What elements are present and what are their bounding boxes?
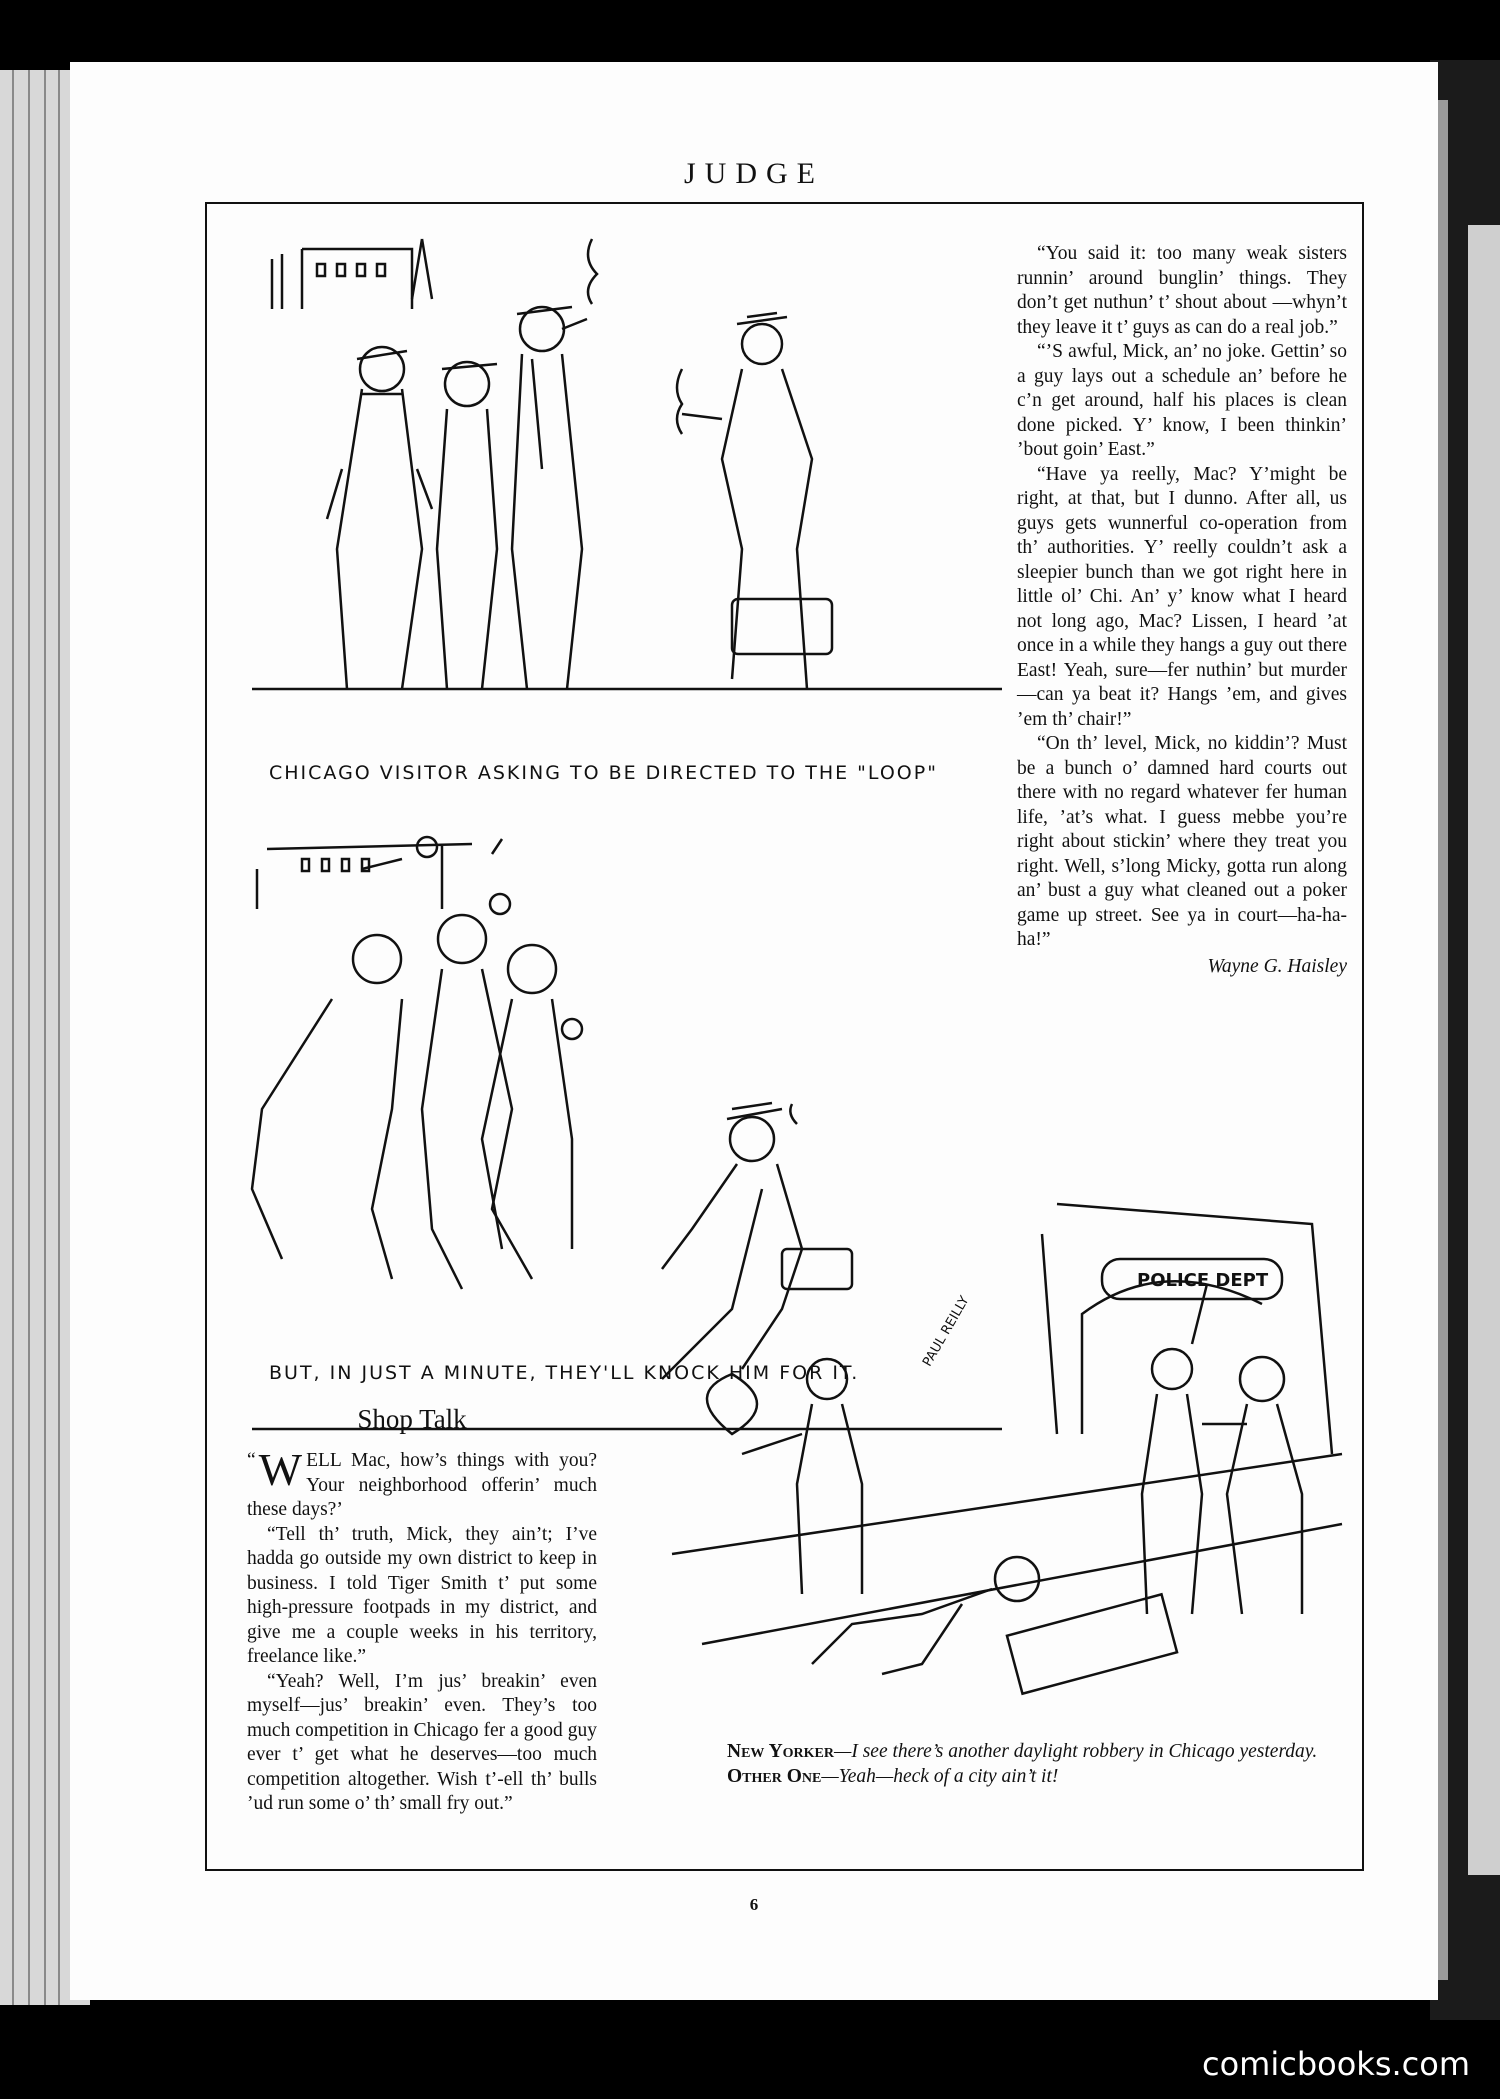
other-one-line: —Yeah—heck of a city ain’t it! [821, 1765, 1059, 1787]
right-paragraph: “You said it: too many weak sisters runnin’ around bunglin’ things. They don’t get nuthun’ t’ shout about —whyn’t they leave it t’ guys as can do a real job.” [1017, 243, 1347, 338]
shop-talk-paragraph: “Yeah? Well, I’m jus’ breakin’ even myself—jus’ breakin’ even. They’s too much competition in Chicago fer a good guy ever t’ get what he deserves—too much competition altogether. Wish t’-ell th’ bulls ’ud run some o’ th’ small fry out.” [247, 1670, 597, 1814]
top-cartoon [242, 219, 1032, 739]
content-frame [205, 202, 1364, 1871]
magazine-header: JUDGE [684, 157, 824, 190]
top-cartoon-caption: CHICAGO VISITOR ASKING TO BE DIRECTED TO THE "LOOP" [269, 762, 938, 784]
shop-talk-first-paragraph [247, 1444, 597, 1523]
author-signature: Wayne G. Haisley [1207, 955, 1347, 977]
shop-talk-opening-text: ELL Mac, how’s things with you? Your neighborhood offerin’ much these days?’ [247, 1450, 597, 1520]
police-sign-text: POLICE DEPT [1137, 1270, 1269, 1291]
drop-cap: W [258, 1444, 303, 1495]
adjacent-page-art [1468, 225, 1500, 1875]
watermark: comicbooks.com [1201, 2045, 1470, 2083]
right-column-text [1017, 242, 1347, 979]
right-paragraph: “Have ya reelly, Mac? Y’might be right, at that, but I dunno. After all, us guys gets wunnerful co-operation from th’ authorities. Y’ reelly couldn’t ask a sleepier bunch than we got right here in little ol’ Chi. An’ y’ know what I heard not long ago, Mac? Lissen, I heard ’at once in a while they hangs a guy out there East! Yeah, sure—fer nuthin’ but murder—can ya beat it? Hangs ’em, and gives ’em th’ chair!” [1017, 463, 1347, 730]
magazine-page [70, 62, 1438, 2000]
opening-quote: “ [247, 1450, 256, 1471]
speaker-new-yorker: New Yorker [727, 1741, 834, 1762]
shop-talk-column [247, 1444, 597, 1817]
bottom-cartoon [662, 1194, 1352, 1724]
new-yorker-line: —I see there’s another daylight robbery in Chicago yesterday. [834, 1741, 1318, 1762]
middle-cartoon-caption: BUT, IN JUST A MINUTE, THEY'LL KNOCK HIM FOR IT. [269, 1362, 860, 1384]
page-number: 6 [749, 1895, 759, 1914]
right-paragraph: “’S awful, Mick, an’ no joke. Gettin’ so a guy lays out a schedule an’ before he c’n get around, half his places is clean done picked. Y’ know, I been thinkin’ ’bout goin’ East.” [1017, 341, 1347, 460]
new-yorker-caption [707, 1740, 1327, 1789]
bottom-cartoon-drawing [662, 1194, 1352, 1724]
middle-cartoon-signature: PAUL REILLY [920, 1293, 973, 1370]
right-paragraph: “On th’ level, Mick, no kiddin’? Must be a bunch o’ damned hard courts out there with no regard whatever fer human life, ’at’s what. I guess mebbe you’re right about stickin’ where they treat you right. Well, s’long Micky, gotta run along an’ bust a guy what cleaned out a poker game up street. See ya in court—ha-ha-ha!” [1017, 733, 1347, 950]
shop-talk-paragraph: “Tell th’ truth, Mick, they ain’t; I’ve hadda go outside my own district to keep in business. I told Tiger Smith t’ put some high-pressure footpads in my district, and give me a couple weeks in his territory, freelance like.” [247, 1523, 597, 1667]
top-cartoon-drawing [242, 219, 1032, 739]
speaker-other-one: Other One [727, 1765, 822, 1787]
shop-talk-title: Shop Talk [357, 1404, 467, 1434]
